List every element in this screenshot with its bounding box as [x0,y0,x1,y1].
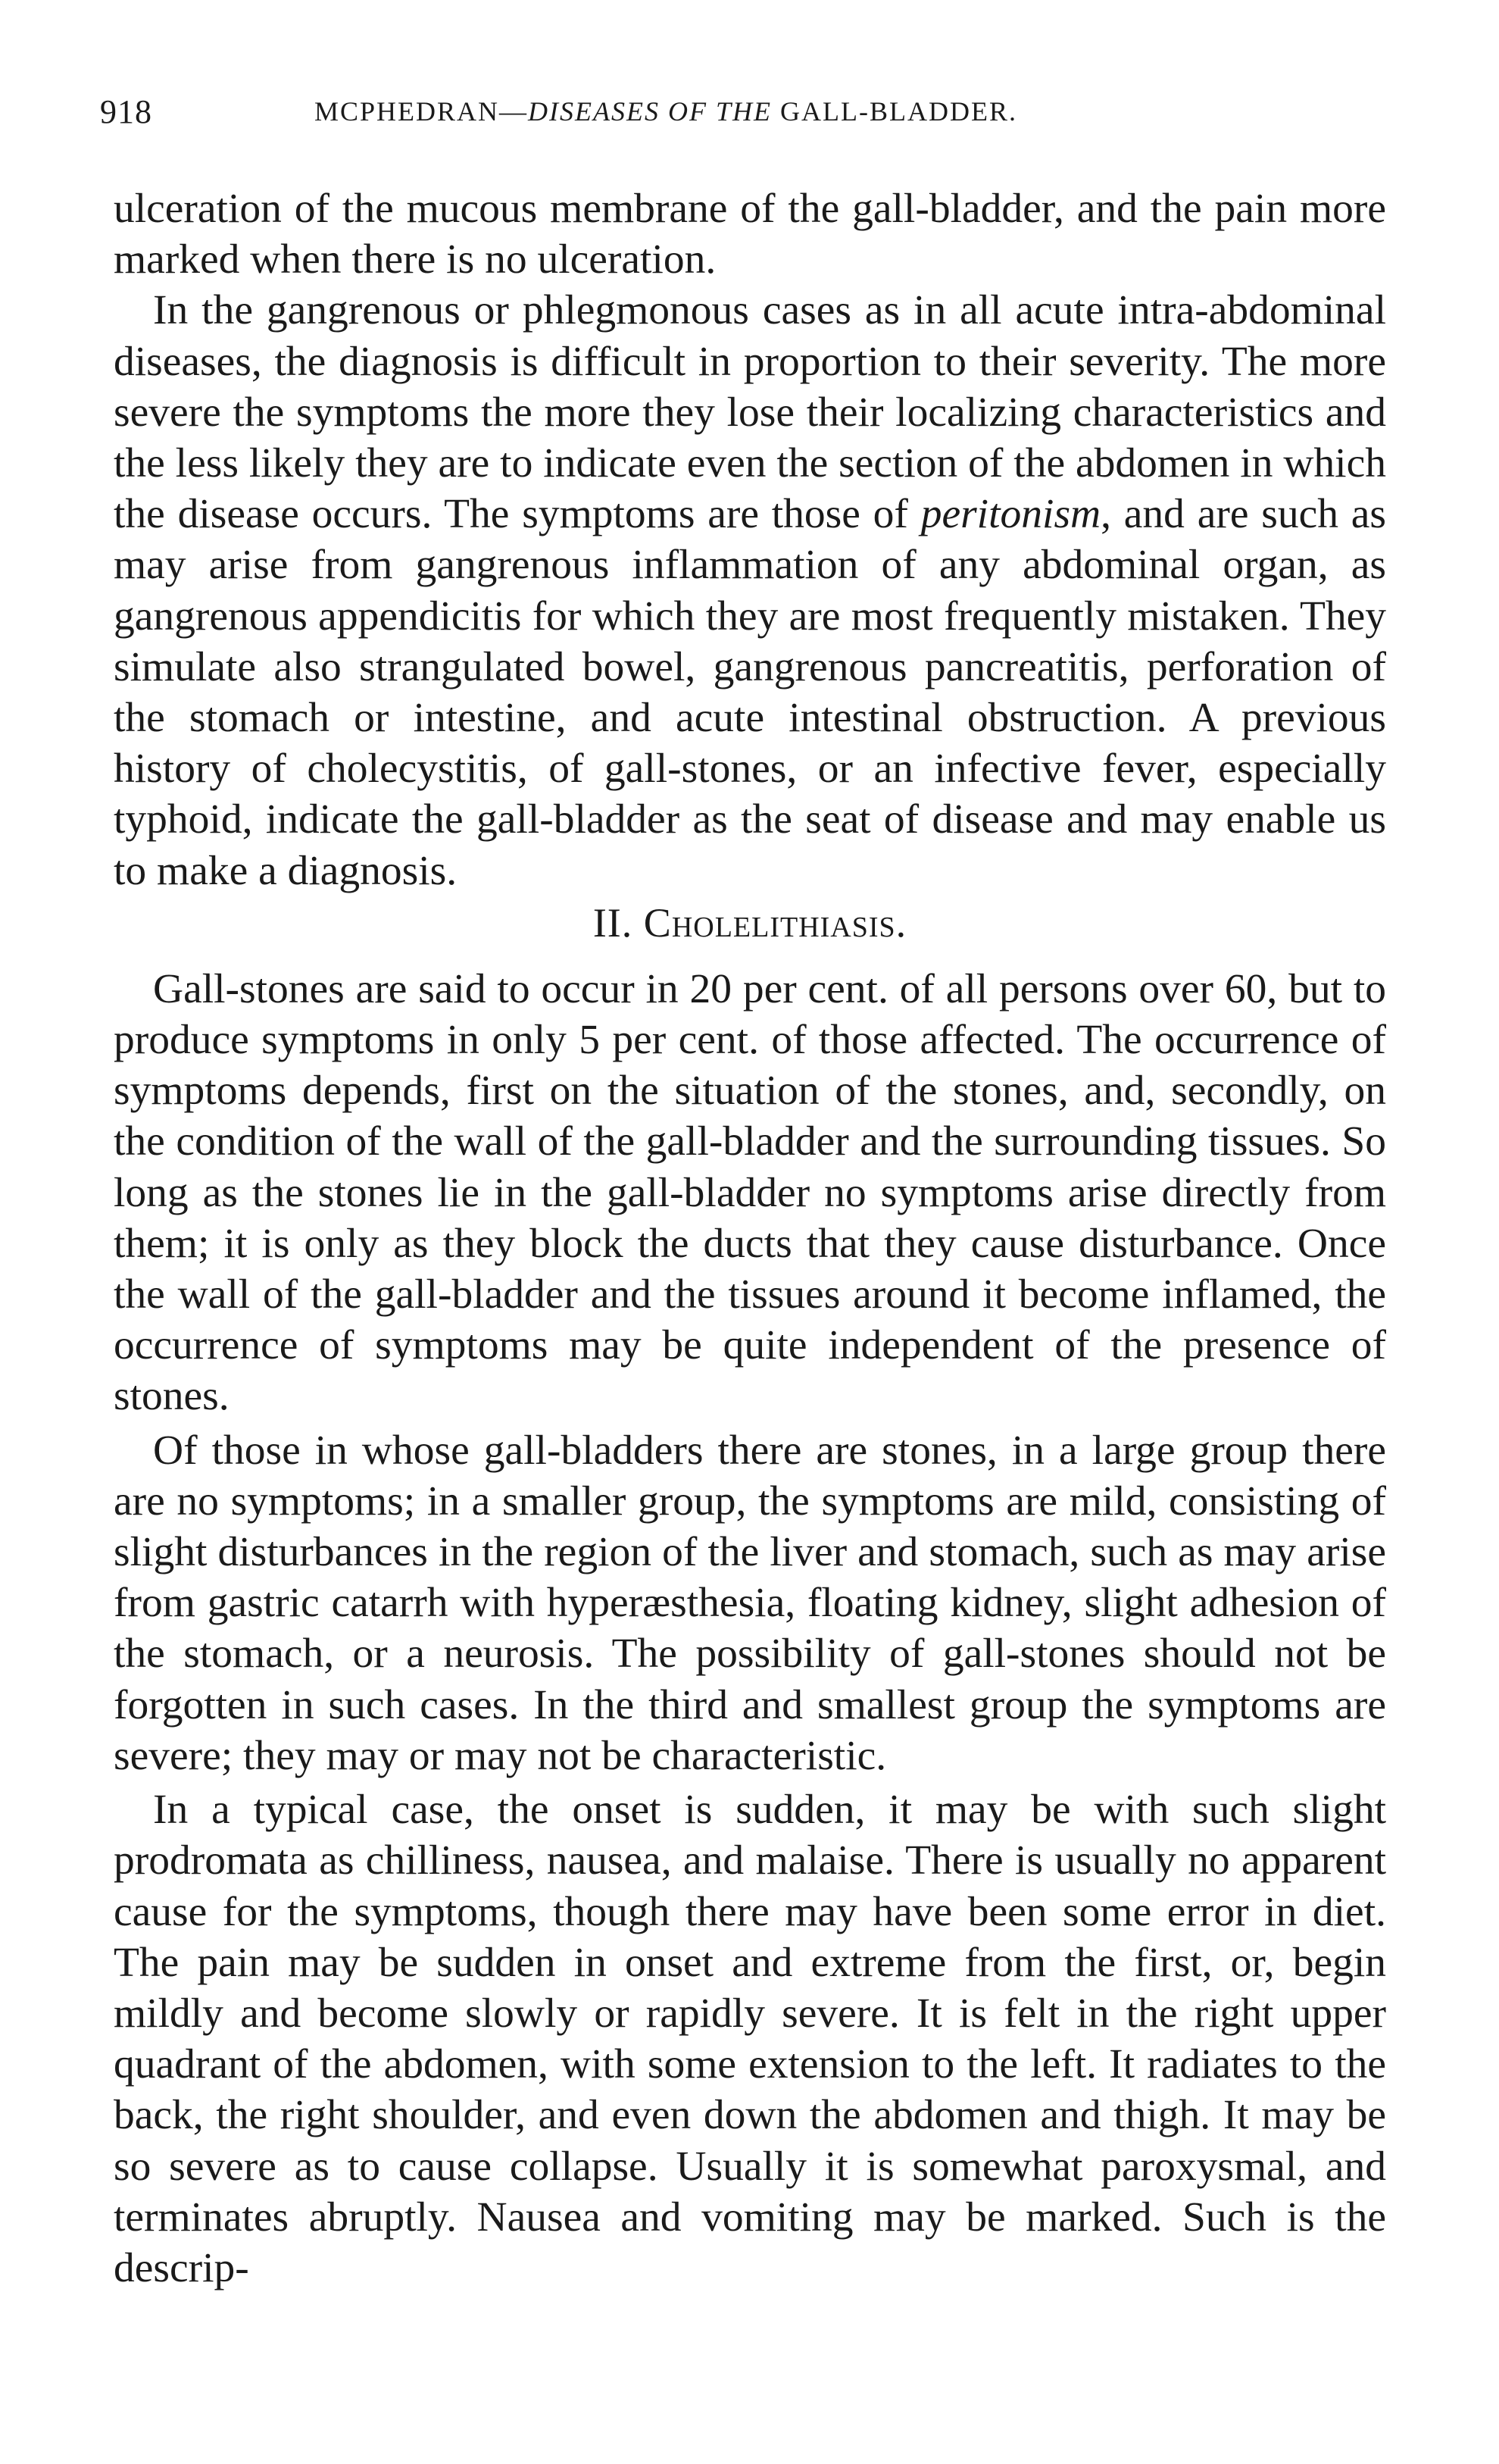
running-head [100,92,1386,153]
paragraph-typical-case: In a typical case, the onset is sudden, it may be with such slight prodromata as chilliness, nausea, and malaise. There is usually no apparent cause for the symptoms, though there may have been some error in diet. The pain may be sudden in onset and extreme from the first, or, begin mildly and become slowly or rapidly severe. It is felt in the right upper quadrant of the abdomen, with some extension to the left. It radiates to the back, the right shoulder, and even down the abdomen and thigh. It may be so severe as to cause collapse. Usually it is somewhat paroxysmal, and terminates abruptly. Nausea and vomiting may be marked. Such is the descrip- [114,1787,1386,2291]
body-text [114,183,1386,2294]
italic-term-peritonism: peritonism [920,491,1101,538]
paragraph-continuation [114,183,1386,285]
paragraph-incidence: Gall-stones are said to occur in 20 per cent. of all persons over 60, but to produce symptoms in only 5 per cent. of those affected. The occurrence of symptoms depends, first on the situation of the stones, and, secondly, on the condition of the wall of the gall-bladder and the surrounding tissues. So long as the stones lie in the gall-bladder no symptoms arise directly from them; it is only as they block the ducts that they cause disturbance. Once the wall of the gall-bladder and the tissues around it become inflamed, the occurrence of symptoms may be quite independent of the presence of stones. [114,965,1386,1420]
paragraph-text: ulceration of the mucous membrane of the gall-bladder, and the pain more marked when there is no ulceration. [114,186,1386,283]
paragraph-text: , and are such as may arise from gangrenous inflammation of any abdominal organ, as gangrenous appendicitis for which they are most frequently mistaken. They simulate also strangulated bowel, gangrenous pancreatitis, perforation of the stomach or intestine, and acute intestinal obstruction. A previous history of cholecystitis, of gall-stones, or an infective fever, especially typhoid, indicate the gall-bladder as the seat of disease and may enable us to make a diagnosis. [114,491,1386,894]
running-title-italic: DISEASES OF THE [528,96,773,127]
paragraph-symptom-groups: Of those in whose gall-bladders there are stones, in a large group there are no symptoms; in a smaller group, the symptoms are mild, consisting of slight disturbances in the region of the liver and stomach, such as may arise from gastric catarrh with hyperæsthesia, floating kidney, slight adhesion of the stomach, or a neurosis. The possibility of gall-stones should not be forgotten in such cases. In the third and smallest group the symptoms are severe; they may or may not be characteristic. [114,1427,1386,1779]
running-title [314,95,1017,127]
page-number: 918 [100,93,152,130]
section-heading [114,898,1386,949]
running-title-dash: — [499,96,529,127]
paragraph-text: In the gangrenous or phlegmonous cases as in all acute intra-abdominal diseases, the diagnosis is difficult in proportion to their severity. The more severe the symptoms the more they lose their localizing characteristics and the less likely they are to indicate even the section of the abdomen in which the disease occurs. The symptoms are those of [114,287,1386,538]
section-title: Cholelithiasis. [643,899,907,946]
section-numeral: II. [592,899,633,946]
running-title-rest: GALL-BLADDER. [772,96,1017,127]
paragraph-gangrenous-cases [114,285,1386,896]
document-page [100,92,1386,2294]
running-title-author: MCPHEDRAN [314,96,500,127]
